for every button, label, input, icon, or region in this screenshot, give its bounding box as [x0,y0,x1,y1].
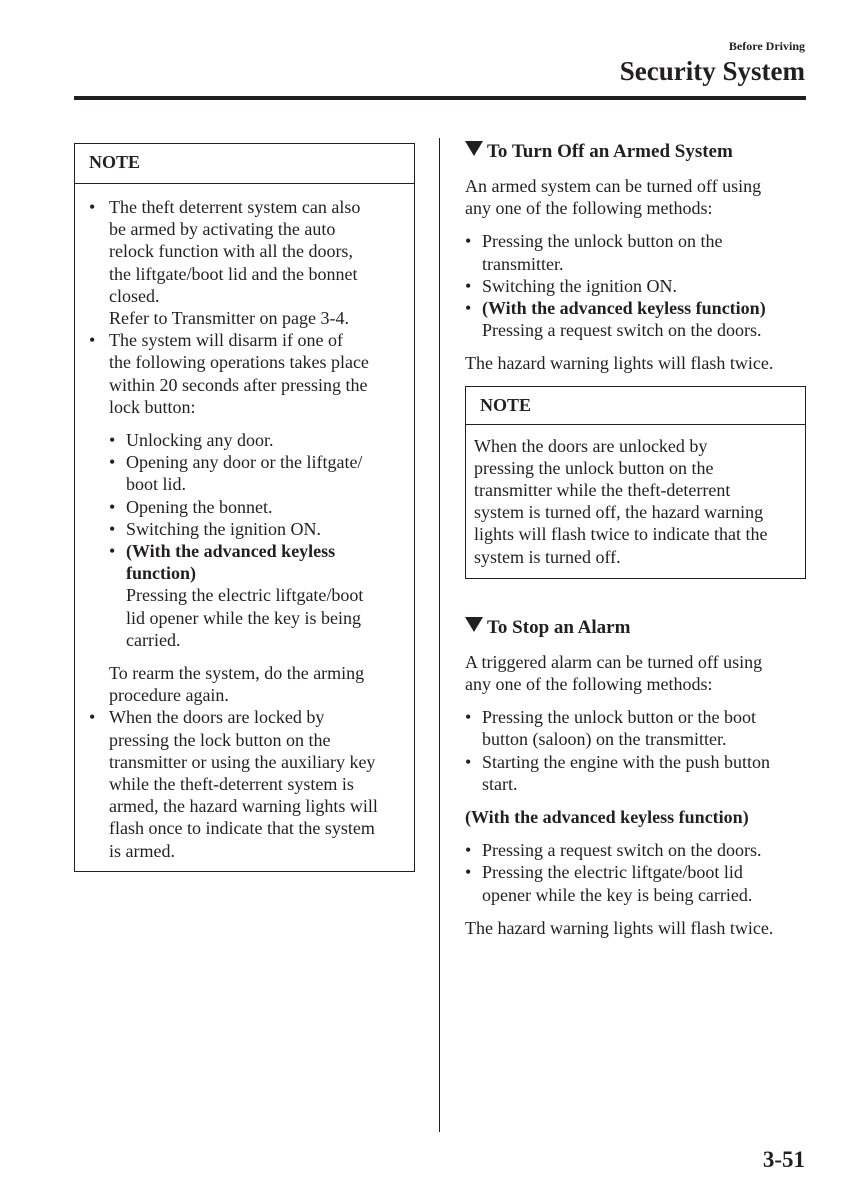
sub-list [109,429,404,651]
triangle-down-icon [465,617,483,632]
bullet-icon: • [109,541,116,562]
bullet-icon: • [465,840,472,861]
column-divider [439,138,440,1132]
keyless-heading: (With the advanced keyless function) [465,807,749,828]
note-heading: NOTE [75,144,414,184]
list-item [465,297,810,341]
text-line: Switching the ignition ON. [126,518,321,539]
bullet-icon: • [465,298,472,319]
keyless-label: function) [126,563,197,584]
note-bullet-text [109,196,404,329]
text-line: the liftgate/boot lid and the bonnet [109,263,358,284]
method-list [465,230,810,341]
page-title: Security System [619,56,805,86]
paragraph [465,651,810,695]
bullet-icon: • [465,231,472,252]
note-body [466,425,805,578]
note-heading: NOTE [466,387,805,425]
text-line: armed, the hazard warning lights will [109,796,378,817]
bullet-icon: • [89,197,96,217]
keyless-label: (With the advanced keyless function) [482,298,766,319]
text-line: system is turned off, the hazard warning [474,502,764,523]
text-line: procedure again. [109,685,229,706]
list-item [465,751,810,795]
text-line: pressing the unlock button on the [474,457,714,478]
text-line: within 20 seconds after pressing the [109,374,368,395]
text-line: is armed. [109,840,175,861]
text-line: any one of the following methods: [465,198,713,219]
note-box-right [465,386,806,579]
bullet-icon: • [465,707,472,728]
text-line: while the theft-deterrent system is [109,774,354,795]
bullet-icon: • [465,275,472,296]
list-item [465,861,810,905]
text-line: An armed system can be turned off using [465,176,762,196]
paragraph: The hazard warning lights will flash twice. [465,353,774,374]
section-heading-text: To Stop an Alarm [487,616,631,638]
text-line: The system will disarm if one of [109,330,343,351]
note-bullet [89,196,404,329]
paragraph: The hazard warning lights will flash twice. [465,917,774,938]
page-number: 3-51 [762,1147,805,1172]
text-line: transmitter while the theft-deterrent [474,480,731,501]
list-item [465,706,810,750]
page-reference: Refer to Transmitter on page 3-4. [109,308,349,329]
note-bullet-text [109,706,404,861]
text-line: The theft deterrent system can also [109,197,361,217]
text-line: transmitter or using the auxiliary key [109,751,376,772]
text-line: Switching the ignition ON. [482,275,677,296]
note-box-left [74,143,415,872]
text-line: any one of the following methods: [465,674,713,695]
text-line: start. [482,773,518,794]
triangle-down-icon [465,141,483,156]
text-line: carried. [126,629,181,650]
text-line: When the doors are unlocked by [474,435,708,456]
section-heading-stop-alarm [465,615,810,641]
bullet-icon: • [109,496,116,517]
text-line: be armed by activating the auto [109,219,336,240]
header-rule [74,96,806,100]
section-heading-text: To Turn Off an Armed System [487,141,733,162]
sub-list-item [109,496,404,518]
list-item [465,230,810,274]
text-line: flash once to indicate that the system [109,818,375,839]
sub-list-item [109,429,404,451]
sub-list-item [109,451,404,495]
text-line: relock function with all the doors, [109,241,353,262]
right-column [465,139,810,939]
sub-list-item [109,518,404,540]
note-body [75,184,414,862]
text-line: Pressing a request switch on the doors. [482,320,762,341]
bullet-icon: • [465,862,472,883]
text-line: the following operations takes place [109,352,369,373]
text-line: boot lid. [126,474,187,495]
bullet-icon: • [109,452,116,473]
list-item [465,275,810,297]
paragraph [465,175,810,219]
text-line: Unlocking any door. [126,430,274,451]
bullet-icon: • [109,430,116,451]
section-heading-turn-off [465,139,810,165]
text-line: button (saloon) on the transmitter. [482,729,727,750]
bullet-icon: • [89,330,96,351]
text-line: Pressing the electric liftgate/boot [126,585,364,606]
sub-list-item [109,540,404,651]
text-line: opener while the key is being carried. [482,884,753,905]
text-line: lights will flash twice to indicate that the [474,524,768,545]
text-line: A triggered alarm can be turned off using [465,651,763,672]
header-section-label: Before Driving [728,39,805,53]
list-item [465,839,810,861]
text-line: pressing the lock button on the [109,729,331,750]
text-line: lid opener while the key is being [126,607,361,628]
text-line: transmitter. [482,253,564,274]
note-bullet [89,329,404,706]
method-list [465,839,810,906]
note-bullet-text [109,329,404,706]
keyless-label: (With the advanced keyless [126,541,336,562]
text-line: Opening any door or the liftgate/ [126,452,363,473]
text-line: lock button: [109,396,196,417]
bullet-icon: • [89,707,96,728]
text-line: Pressing the unlock button or the boot [482,707,756,728]
text-line: Opening the bonnet. [126,496,273,517]
bullet-icon: • [465,751,472,772]
text-line: To rearm the system, do the arming [109,663,365,684]
text-line: Starting the engine with the push button [482,751,770,772]
text-line: When the doors are locked by [109,707,325,728]
note-bullet [89,706,404,861]
bullet-icon: • [109,518,116,539]
text-line: system is turned off. [474,546,621,567]
text-line: Pressing a request switch on the doors. [482,840,762,861]
text-line: closed. [109,285,160,306]
text-line: Pressing the electric liftgate/boot lid [482,862,743,883]
text-line: Pressing the unlock button on the [482,231,723,252]
method-list [465,706,810,795]
